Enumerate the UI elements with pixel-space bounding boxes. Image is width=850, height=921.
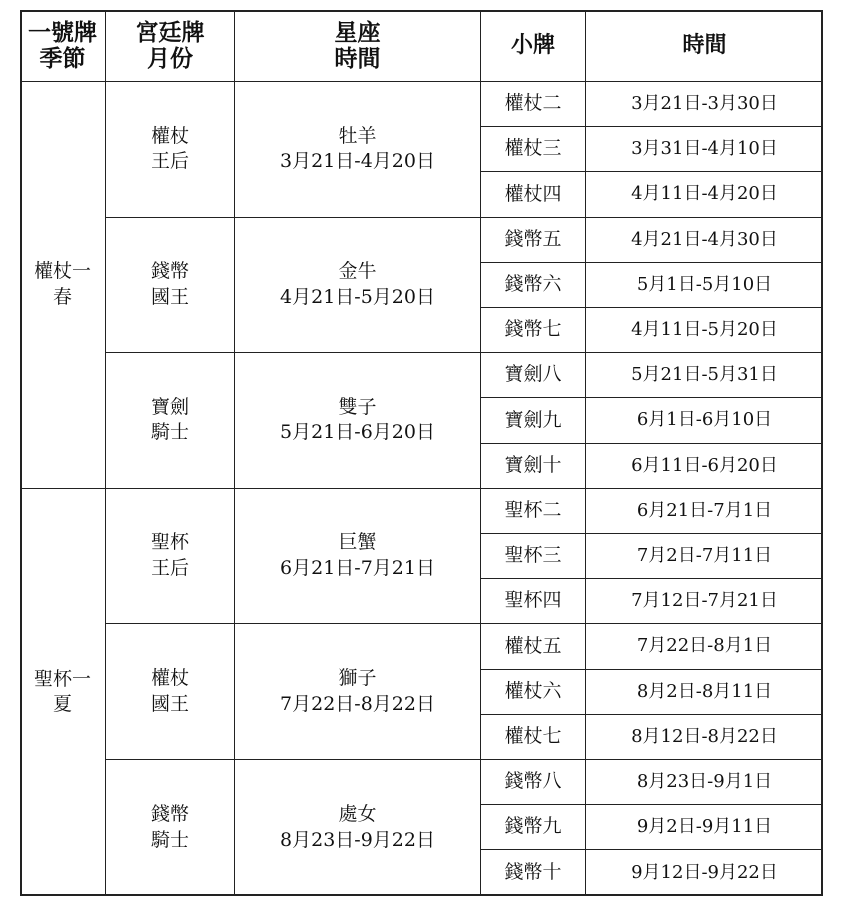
minor-time-cell-line: 6月11日-6月20日: [631, 454, 778, 476]
sign-cell: [235, 218, 481, 354]
minor-time-cell-line: 3月21日-3月30日: [631, 92, 778, 114]
sign-cell-line: 巨蟹: [338, 531, 377, 554]
minor-time-cell: [586, 263, 823, 308]
minor-time-cell-line: 8月2日-8月11日: [636, 680, 773, 702]
minor-time-cell: [586, 850, 823, 895]
tarot-calendar-table: [20, 10, 823, 896]
header-court-line: 月份: [147, 44, 193, 72]
court-card-cell: [106, 353, 235, 489]
minor-card-cell: [481, 353, 586, 398]
minor-card-cell-line: 寶劍九: [504, 408, 562, 431]
court-card-cell: [106, 82, 235, 218]
minor-time-cell: [586, 489, 823, 534]
header-minor-line: 小牌: [510, 32, 555, 59]
minor-time-cell: [586, 715, 823, 760]
header-season-line: 一號牌: [28, 19, 97, 47]
header-time-line: 時間: [682, 32, 727, 59]
court-card-cell: [106, 218, 235, 354]
court-card-cell-line: 王后: [150, 557, 189, 580]
header-sign: [235, 10, 481, 82]
sign-cell-line: 6月21日-7月21日: [280, 557, 435, 580]
minor-time-cell-line: 9月12日-9月22日: [631, 861, 778, 883]
sign-cell-line: 獅子: [338, 667, 377, 690]
minor-card-cell-line: 聖杯四: [504, 589, 562, 612]
minor-card-cell: [481, 579, 586, 624]
minor-card-cell-line: 權杖四: [504, 182, 562, 205]
minor-time-cell-line: 5月1日-5月10日: [636, 273, 773, 295]
minor-time-cell-line: 9月2日-9月11日: [636, 816, 773, 838]
minor-time-cell: [586, 670, 823, 715]
court-card-cell-line: 騎士: [150, 421, 189, 444]
header-court: [106, 10, 235, 82]
header-sign-line: 時間: [334, 44, 381, 72]
sign-cell: [235, 760, 481, 896]
minor-card-cell-line: 聖杯二: [504, 499, 562, 522]
minor-card-cell-line: 權杖七: [504, 725, 562, 748]
minor-time-cell-line: 7月22日-8月1日: [636, 635, 773, 657]
minor-card-cell: [481, 850, 586, 895]
sign-cell-line: 4月21日-5月20日: [280, 285, 435, 308]
minor-card-cell-line: 寶劍十: [504, 453, 562, 476]
sign-cell-line: 7月22日-8月22日: [280, 692, 435, 715]
minor-card-cell-line: 寶劍八: [504, 363, 562, 386]
minor-time-cell: [586, 82, 823, 127]
sign-cell-line: 金牛: [338, 260, 377, 283]
header-minor: [481, 10, 586, 82]
minor-card-cell-line: 權杖二: [504, 92, 562, 115]
minor-card-cell: [481, 534, 586, 579]
court-card-cell-line: 寶劍: [150, 395, 189, 418]
minor-card-cell-line: 錢幣五: [504, 227, 562, 250]
sign-cell-line: 3月21日-4月20日: [280, 150, 435, 173]
minor-card-cell-line: 錢幣六: [504, 273, 562, 296]
minor-time-cell-line: 6月21日-7月1日: [636, 499, 773, 521]
minor-card-cell: [481, 805, 586, 850]
court-card-cell-line: 國王: [150, 285, 189, 308]
minor-time-cell-line: 6月1日-6月10日: [636, 409, 773, 431]
court-card-cell-line: 騎士: [150, 828, 189, 851]
minor-card-cell: [481, 127, 586, 172]
minor-time-cell-line: 5月21日-5月31日: [631, 364, 778, 386]
court-card-cell-line: 錢幣: [150, 803, 189, 826]
minor-card-cell: [481, 218, 586, 263]
season-cell-line: 夏: [52, 693, 72, 716]
court-card-cell-line: 國王: [150, 692, 189, 715]
minor-time-cell-line: 4月11日-5月20日: [631, 318, 778, 340]
minor-card-cell: [481, 670, 586, 715]
minor-time-cell: [586, 218, 823, 263]
minor-card-cell-line: 權杖六: [504, 679, 562, 702]
season-cell-line: 聖杯一: [33, 667, 91, 690]
header-season: [20, 10, 106, 82]
minor-card-cell: [481, 398, 586, 443]
season-cell-line: 權杖一: [33, 260, 91, 283]
sign-cell-line: 處女: [338, 803, 377, 826]
minor-time-cell: [586, 624, 823, 669]
court-card-cell-line: 權杖: [150, 124, 189, 147]
minor-card-cell-line: 錢幣十: [504, 861, 562, 884]
sign-cell-line: 8月23日-9月22日: [280, 828, 435, 851]
minor-card-cell: [481, 82, 586, 127]
season-cell-line: 春: [52, 285, 72, 308]
court-card-cell: [106, 489, 235, 625]
header-court-line: 宮廷牌: [135, 19, 205, 47]
minor-time-cell-line: 4月11日-4月20日: [631, 183, 778, 205]
minor-time-cell-line: 4月21日-4月30日: [631, 228, 778, 250]
minor-card-cell-line: 權杖三: [504, 137, 562, 160]
season-cell: [20, 489, 106, 896]
sign-cell-line: 牡羊: [338, 124, 377, 147]
minor-time-cell-line: 7月2日-7月11日: [636, 544, 773, 566]
minor-time-cell-line: 8月12日-8月22日: [631, 725, 778, 747]
sign-cell-line: 5月21日-6月20日: [280, 421, 435, 444]
sign-cell: [235, 624, 481, 760]
court-card-cell: [106, 624, 235, 760]
header-season-line: 季節: [39, 44, 86, 72]
minor-card-cell: [481, 308, 586, 353]
minor-time-cell: [586, 444, 823, 489]
sign-cell: [235, 489, 481, 625]
minor-time-cell: [586, 127, 823, 172]
header-time: [586, 10, 823, 82]
minor-card-cell: [481, 172, 586, 217]
minor-time-cell: [586, 534, 823, 579]
minor-time-cell: [586, 353, 823, 398]
minor-card-cell: [481, 263, 586, 308]
minor-time-cell: [586, 760, 823, 805]
minor-card-cell: [481, 444, 586, 489]
minor-card-cell: [481, 715, 586, 760]
header-sign-line: 星座: [334, 19, 381, 47]
minor-card-cell-line: 錢幣九: [504, 815, 562, 838]
court-card-cell: [106, 760, 235, 896]
court-card-cell-line: 錢幣: [150, 260, 189, 283]
table-body: [20, 10, 823, 896]
minor-time-cell: [586, 308, 823, 353]
court-card-cell-line: 聖杯: [150, 531, 189, 554]
minor-card-cell-line: 權杖五: [504, 634, 562, 657]
season-cell: [20, 82, 106, 489]
sign-cell: [235, 353, 481, 489]
court-card-cell-line: 權杖: [150, 667, 189, 690]
sign-cell: [235, 82, 481, 218]
sign-cell-line: 雙子: [338, 395, 377, 418]
minor-time-cell: [586, 805, 823, 850]
minor-card-cell: [481, 489, 586, 534]
minor-time-cell-line: 8月23日-9月1日: [636, 770, 773, 792]
minor-card-cell-line: 錢幣八: [504, 770, 562, 793]
court-card-cell-line: 王后: [150, 150, 189, 173]
minor-card-cell-line: 錢幣七: [504, 318, 562, 341]
minor-card-cell: [481, 624, 586, 669]
minor-time-cell: [586, 172, 823, 217]
minor-time-cell-line: 7月12日-7月21日: [631, 590, 778, 612]
minor-time-cell: [586, 579, 823, 624]
minor-card-cell: [481, 760, 586, 805]
minor-card-cell-line: 聖杯三: [504, 544, 562, 567]
minor-time-cell-line: 3月31日-4月10日: [631, 138, 778, 160]
minor-time-cell: [586, 398, 823, 443]
